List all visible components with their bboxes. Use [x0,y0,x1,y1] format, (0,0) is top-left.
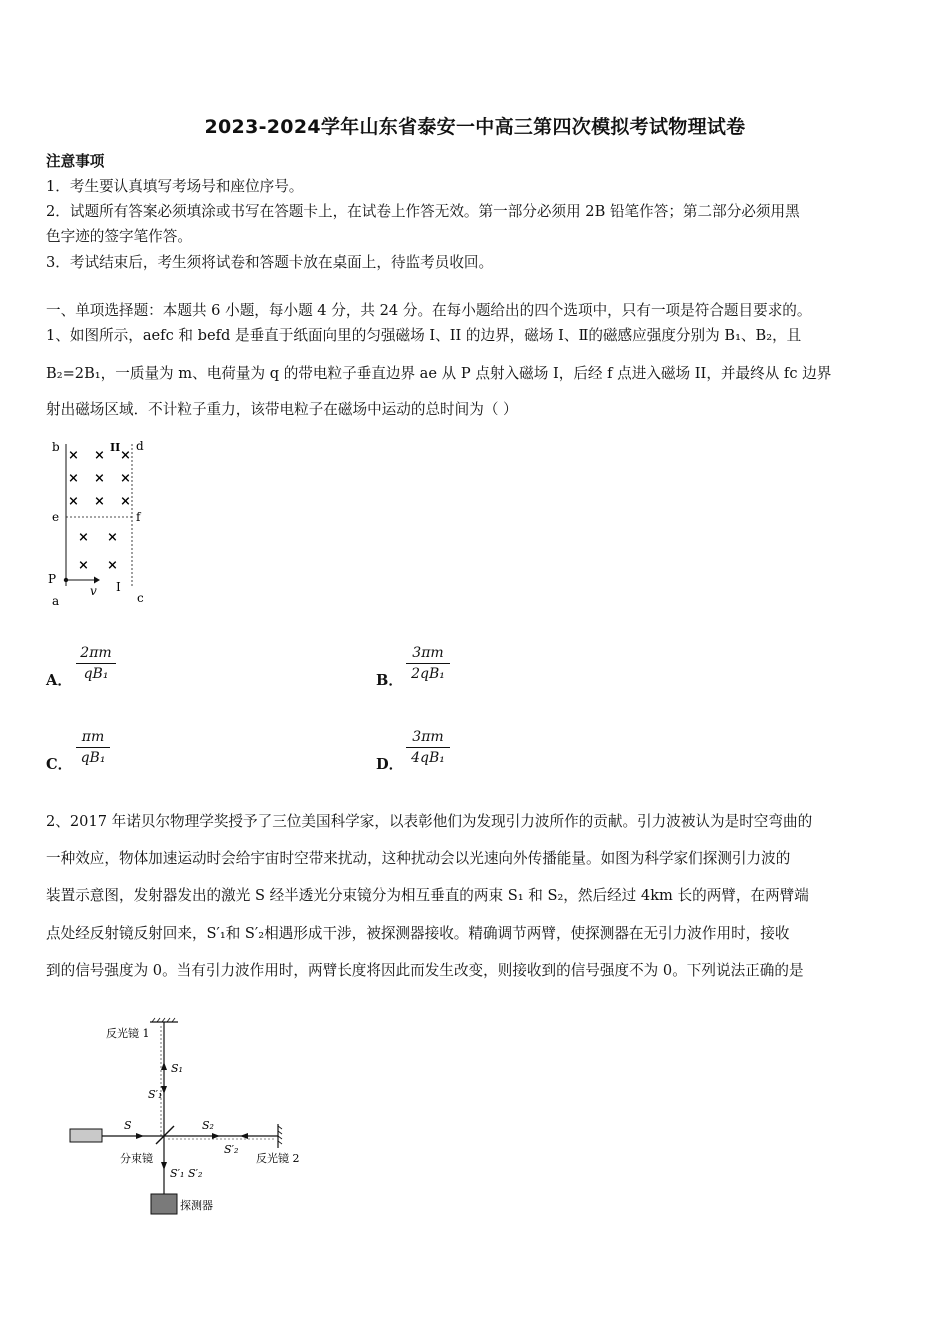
notice-item-2-cont: 色字迹的签字笔作答。 [46,228,192,245]
s2-label: S₂ [202,1119,214,1132]
q2-line-1: 2、2017 年诺贝尔物理学奖授予了三位美国科学家，以表彰他们为发现引力波所作的贡献。引力波被认为是时空弯曲的 [46,813,813,830]
q1-line-3: 射出磁场区域．不计粒子重力，该带电粒子在磁场中运动的总时间为（ ） [46,401,518,418]
field-crosses [68,448,131,573]
svg-text:×: × [120,471,131,486]
label-b: b [52,440,60,454]
mirror-1-label: 反光镜 1 [106,1027,150,1040]
notice-heading: 注意事项 [46,153,105,170]
notice-item-1: 1．考生要认真填写考场号和座位序号。 [46,178,304,195]
q1-option-a-label[interactable]: A． [46,672,72,689]
q1-option-c-fraction[interactable]: $\frac{\pi m}{\text{qB₁}}$ [76,729,110,766]
q1-magnetic-field-figure [44,434,164,614]
detector-label: 探测器 [180,1199,213,1212]
svg-text:×: × [68,448,79,463]
svg-text:×: × [78,530,89,545]
label-P: P [48,572,57,586]
svg-text:×: × [107,558,118,573]
svg-text:×: × [120,494,131,509]
q1-line-2: B₂=2B₁，一质量为 m、电荷量为 q 的带电粒子垂直边界 ae 从 P 点射入磁场 I，后经 f 点进入磁场 II，并最终从 fc 边界 [46,365,832,382]
q1-option-d-label[interactable]: D． [376,756,404,773]
label-e: e [52,510,60,524]
q1-line-1: 1、如图所示，aefc 和 befd 是垂直于纸面向里的匀强磁场 I、II 的边界，磁场 I、Ⅱ的磁感应强度分别为 B₁、B₂，且 [46,327,802,344]
q1-option-b-label[interactable]: B． [376,672,403,689]
label-I: I [116,580,121,594]
notice-item-3: 3．考试结束后，考生须将试卷和答题卡放在桌面上，待监考员收回。 [46,254,494,271]
svg-text:×: × [68,494,79,509]
mirror-2-label: 反光镜 2 [256,1152,300,1165]
q1-option-b-fraction[interactable]: $\frac{3\pi m}{\text{2qB₁}}$ [406,645,450,682]
q2-line-4: 点处经反射镜反射回来，S′₁和 S′₂相遇形成干涉，被探测器接收。精确调节两臂，使探测器在无引力波作用时，接收 [46,925,790,942]
label-II: II [110,441,121,454]
splitter-label: 分束镜 [120,1152,153,1165]
s1p-s2p-label: S′₁ S′₂ [170,1167,203,1180]
q2-line-2: 一种效应，物体加速运动时会给宇宙时空带来扰动，这种扰动会以光速向外传播能量。如图为科学家们探测引力波的 [46,850,791,867]
svg-text:×: × [94,471,105,486]
q1-option-c-label[interactable]: C． [46,756,73,773]
label-f: f [136,510,141,524]
label-v: v [90,584,97,598]
exam-title: 2023-2024学年山东省泰安一中高三第四次模拟考试物理试卷 [204,116,746,138]
s2-prime-label: S′₂ [224,1143,239,1156]
q1-option-d-fraction[interactable]: $\frac{3\pi m}{\text{4qB₁}}$ [406,729,450,766]
label-c: c [137,591,144,605]
svg-text:×: × [120,448,131,463]
svg-text:×: × [94,494,105,509]
q2-line-3: 装置示意图，发射器发出的激光 S 经半透光分束镜分为相互垂直的两束 S₁ 和 S₂，然后经过 4km 长的两臂，在两臂端 [46,887,809,904]
section1-heading: 一、单项选择题：本题共 6 小题，每小题 4 分，共 24 分。在每小题给出的四个选项中，只有一项是符合题目要求的。 [46,302,812,319]
q2-interferometer-figure [60,1010,320,1220]
label-d: d [136,439,144,453]
s1-label: S₁ [171,1062,183,1075]
svg-text:×: × [68,471,79,486]
svg-text:×: × [94,448,105,463]
s1-prime-label: S′₁ [148,1088,163,1101]
s-label: S [124,1119,132,1132]
q1-option-a-fraction[interactable]: $\frac{2\pi m}{\text{qB₁}}$ [76,645,116,682]
notice-item-2: 2．试题所有答案必须填涂或书写在答题卡上，在试卷上作答无效。第一部分必须用 2B 铅笔作答；第二部分必须用黑 [46,203,800,220]
svg-text:×: × [107,530,118,545]
label-a: a [52,594,60,608]
svg-text:×: × [78,558,89,573]
q2-line-5: 到的信号强度为 0。当有引力波作用时，两臂长度将因此而发生改变，则接收到的信号强度不为 0。下列说法正确的是 [46,962,804,979]
